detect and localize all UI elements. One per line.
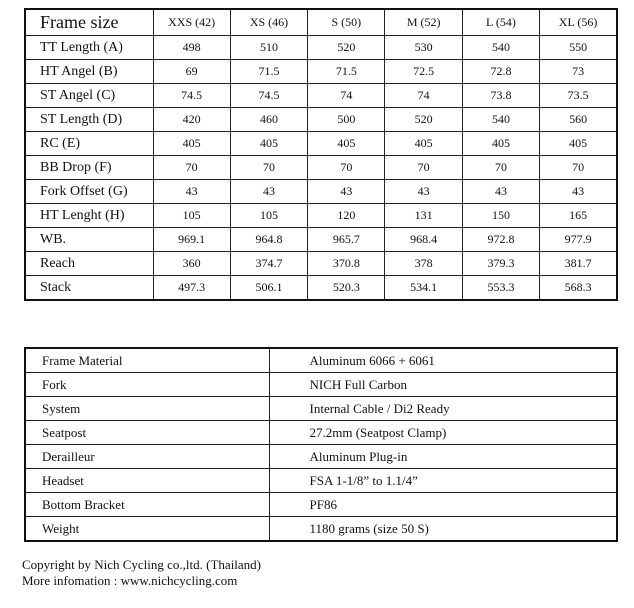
geometry-value-cell: 69 xyxy=(153,60,230,84)
spec-row xyxy=(25,445,617,469)
geometry-value-cell: 405 xyxy=(230,132,307,156)
geometry-value-cell: 43 xyxy=(540,180,617,204)
geometry-value-cell: 73 xyxy=(540,60,617,84)
geometry-value-cell: 420 xyxy=(153,108,230,132)
spec-label-cell: Derailleur xyxy=(25,445,269,469)
spec-row xyxy=(25,493,617,517)
more-info-text: More infomation : www.nichcycling.com xyxy=(22,573,238,588)
geometry-value-cell: 74 xyxy=(385,84,462,108)
geometry-value-cell: 370.8 xyxy=(308,252,385,276)
geometry-value-cell: 43 xyxy=(385,180,462,204)
geometry-row-label: HT Lenght (H) xyxy=(25,204,153,228)
geometry-row xyxy=(25,180,617,204)
geometry-row-label: ST Angel (C) xyxy=(25,84,153,108)
geometry-value-cell: 510 xyxy=(230,36,307,60)
geometry-value-cell: 540 xyxy=(462,36,539,60)
geometry-value-cell: 70 xyxy=(308,156,385,180)
geometry-row-label: BB Drop (F) xyxy=(25,156,153,180)
spec-label-cell: Weight xyxy=(25,517,269,542)
spec-row xyxy=(25,348,617,373)
geometry-row-label: Stack xyxy=(25,276,153,301)
geometry-value-cell: 506.1 xyxy=(230,276,307,301)
geometry-value-cell: 405 xyxy=(153,132,230,156)
geometry-value-cell: 72.8 xyxy=(462,60,539,84)
spec-label-cell: Bottom Bracket xyxy=(25,493,269,517)
geometry-row-label: ST Length (D) xyxy=(25,108,153,132)
geometry-value-cell: 70 xyxy=(385,156,462,180)
geometry-value-cell: 500 xyxy=(308,108,385,132)
geometry-row-label: TT Length (A) xyxy=(25,36,153,60)
geometry-row xyxy=(25,132,617,156)
geometry-value-cell: 74.5 xyxy=(153,84,230,108)
geometry-value-cell: 131 xyxy=(385,204,462,228)
spec-value-cell: Aluminum Plug-in xyxy=(269,445,617,469)
geometry-row-label: RC (E) xyxy=(25,132,153,156)
geometry-value-cell: 105 xyxy=(153,204,230,228)
geometry-value-cell: 374.7 xyxy=(230,252,307,276)
geometry-value-cell: 120 xyxy=(308,204,385,228)
geometry-row xyxy=(25,156,617,180)
spec-label-cell: Frame Material xyxy=(25,348,269,373)
geometry-value-cell: 70 xyxy=(153,156,230,180)
geometry-value-cell: 460 xyxy=(230,108,307,132)
size-header-cell: S (50) xyxy=(308,9,385,36)
spec-label-cell: System xyxy=(25,397,269,421)
geometry-value-cell: 74.5 xyxy=(230,84,307,108)
geometry-value-cell: 560 xyxy=(540,108,617,132)
geometry-value-cell: 498 xyxy=(153,36,230,60)
geometry-value-cell: 568.3 xyxy=(540,276,617,301)
geometry-value-cell: 73.5 xyxy=(540,84,617,108)
spec-value-cell: PF86 xyxy=(269,493,617,517)
geometry-value-cell: 530 xyxy=(385,36,462,60)
geometry-value-cell: 405 xyxy=(308,132,385,156)
geometry-value-cell: 72.5 xyxy=(385,60,462,84)
spec-value-cell: 1180 grams (size 50 S) xyxy=(269,517,617,542)
spec-label-cell: Headset xyxy=(25,469,269,493)
geometry-value-cell: 968.4 xyxy=(385,228,462,252)
geometry-value-cell: 43 xyxy=(308,180,385,204)
geometry-value-cell: 520 xyxy=(308,36,385,60)
size-header-cell: XL (56) xyxy=(540,9,617,36)
geometry-header-row xyxy=(25,9,617,36)
geometry-value-cell: 43 xyxy=(230,180,307,204)
size-header-cell: XS (46) xyxy=(230,9,307,36)
geometry-value-cell: 360 xyxy=(153,252,230,276)
geometry-row-label: HT Angel (B) xyxy=(25,60,153,84)
geometry-value-cell: 405 xyxy=(385,132,462,156)
spec-value-cell: FSA 1-1/8” to 1.1/4” xyxy=(269,469,617,493)
geometry-value-cell: 71.5 xyxy=(308,60,385,84)
geometry-row xyxy=(25,252,617,276)
geometry-value-cell: 497.3 xyxy=(153,276,230,301)
geometry-value-cell: 165 xyxy=(540,204,617,228)
specs-table xyxy=(24,347,618,542)
geometry-value-cell: 73.8 xyxy=(462,84,539,108)
geometry-value-cell: 43 xyxy=(462,180,539,204)
geometry-value-cell: 379.3 xyxy=(462,252,539,276)
geometry-value-cell: 381.7 xyxy=(540,252,617,276)
geometry-value-cell: 71.5 xyxy=(230,60,307,84)
spec-label-cell: Fork xyxy=(25,373,269,397)
spec-value-cell: 27.2mm (Seatpost Clamp) xyxy=(269,421,617,445)
geometry-value-cell: 540 xyxy=(462,108,539,132)
spec-row xyxy=(25,373,617,397)
spec-value-cell: Aluminum 6066 + 6061 xyxy=(269,348,617,373)
geometry-value-cell: 378 xyxy=(385,252,462,276)
geometry-row xyxy=(25,36,617,60)
spec-row xyxy=(25,469,617,493)
geometry-value-cell: 405 xyxy=(540,132,617,156)
spec-row xyxy=(25,421,617,445)
geometry-value-cell: 534.1 xyxy=(385,276,462,301)
size-header-cell: L (54) xyxy=(462,9,539,36)
geometry-value-cell: 972.8 xyxy=(462,228,539,252)
geometry-value-cell: 43 xyxy=(153,180,230,204)
spec-row xyxy=(25,397,617,421)
geometry-value-cell: 405 xyxy=(462,132,539,156)
spec-value-cell: NICH Full Carbon xyxy=(269,373,617,397)
geometry-row xyxy=(25,204,617,228)
geometry-value-cell: 553.3 xyxy=(462,276,539,301)
geometry-row xyxy=(25,228,617,252)
spec-row xyxy=(25,517,617,542)
geometry-table xyxy=(24,8,618,301)
geometry-value-cell: 520 xyxy=(385,108,462,132)
size-header-cell: M (52) xyxy=(385,9,462,36)
spec-label-cell: Seatpost xyxy=(25,421,269,445)
geometry-row-label: WB. xyxy=(25,228,153,252)
geometry-value-cell: 964.8 xyxy=(230,228,307,252)
frame-size-header: Frame size xyxy=(25,9,153,36)
geometry-row xyxy=(25,108,617,132)
geometry-row xyxy=(25,276,617,301)
geometry-value-cell: 969.1 xyxy=(153,228,230,252)
geometry-value-cell: 150 xyxy=(462,204,539,228)
geometry-value-cell: 965.7 xyxy=(308,228,385,252)
geometry-row-label: Fork Offset (G) xyxy=(25,180,153,204)
geometry-value-cell: 105 xyxy=(230,204,307,228)
geometry-row xyxy=(25,84,617,108)
geometry-value-cell: 550 xyxy=(540,36,617,60)
spec-value-cell: Internal Cable / Di2 Ready xyxy=(269,397,617,421)
copyright-text: Copyright by Nich Cycling co.,ltd. (Thailand) xyxy=(22,557,262,572)
geometry-value-cell: 74 xyxy=(308,84,385,108)
geometry-value-cell: 977.9 xyxy=(540,228,617,252)
geometry-row-label: Reach xyxy=(25,252,153,276)
geometry-row xyxy=(25,60,617,84)
geometry-value-cell: 70 xyxy=(540,156,617,180)
size-header-cell: XXS (42) xyxy=(153,9,230,36)
geometry-value-cell: 70 xyxy=(230,156,307,180)
geometry-value-cell: 520.3 xyxy=(308,276,385,301)
geometry-value-cell: 70 xyxy=(462,156,539,180)
